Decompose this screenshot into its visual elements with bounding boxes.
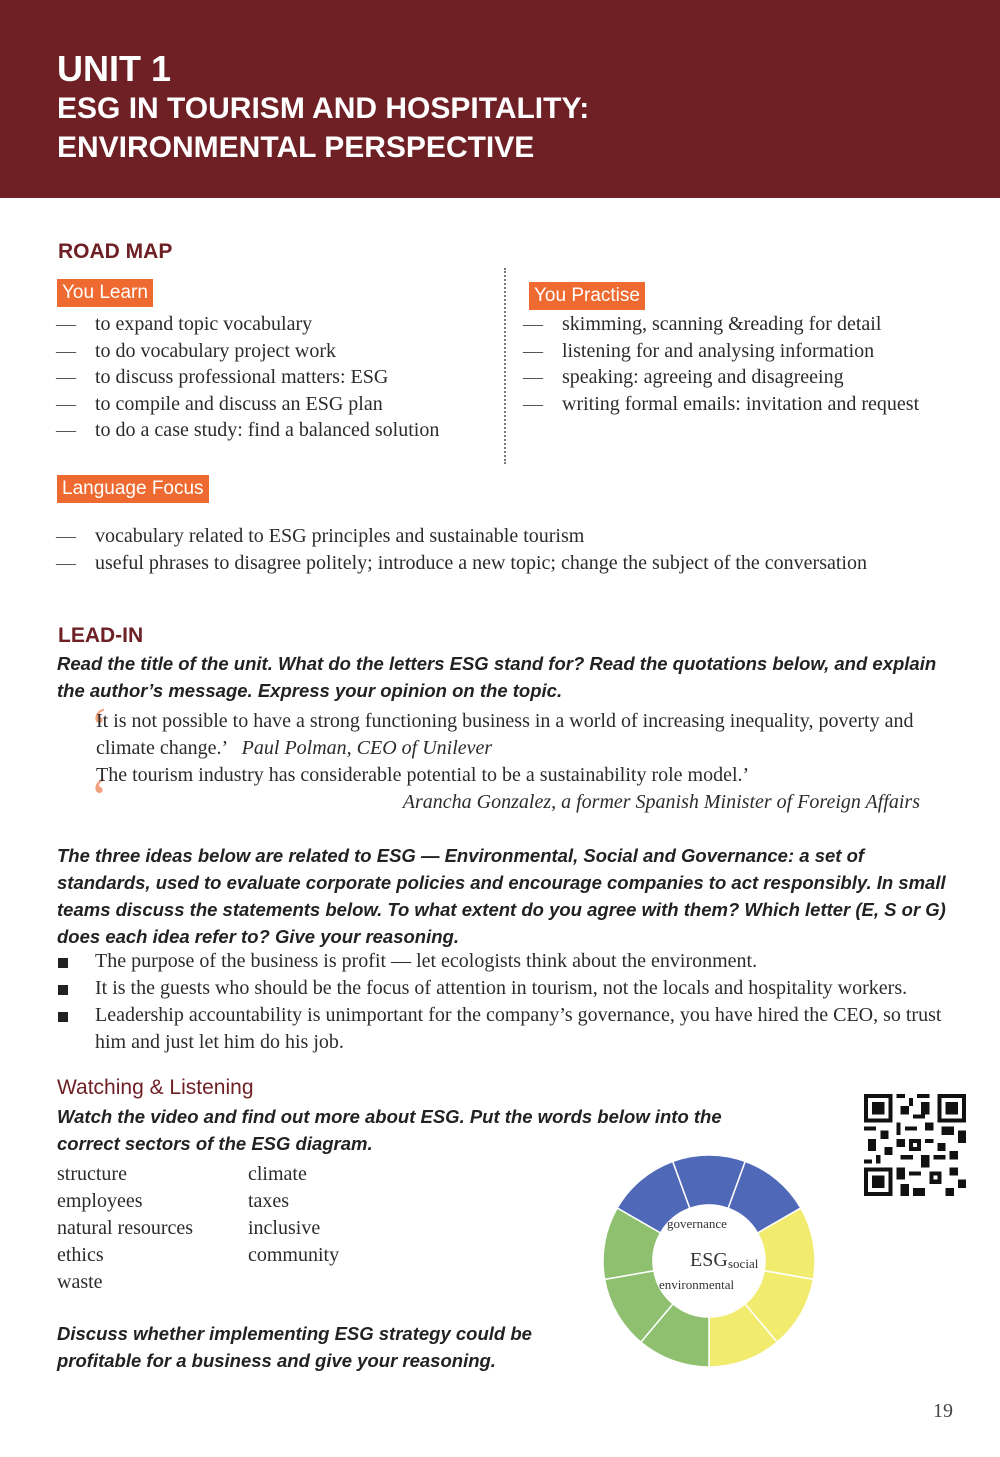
word-item: natural resources	[57, 1217, 194, 1239]
esg-instruction: The three ideas below are related to ESG — Environmental, Social and Governance: a set of standards, used to evaluate corporate policies and encourage companies to act responsibly. In small teams discuss the statements below. To what extent do you agree with them? Which letter (E, S or G) does each idea refer to? Give your reasoning.	[57, 845, 946, 947]
quote-text: It is not possible to have a strong functioning business in a world of increasing inequality, poverty and climate change.’	[96, 710, 914, 759]
you-learn-list	[56, 311, 506, 444]
word-item: structure	[57, 1163, 127, 1185]
list-item: It is the guests who should be the focus of attention in tourism, not the locals and hospitality workers.	[56, 975, 966, 1002]
lead-in-instruction: Read the title of the unit. What do the letters ESG stand for? Read the quotations below, and explain the author’s message. Express your opinion on the topic.	[57, 653, 937, 701]
list-item: — to expand topic vocabulary	[56, 311, 506, 338]
page-number: 19	[933, 1400, 953, 1422]
list-item: — writing formal emails: invitation and request	[523, 391, 943, 418]
list-item: — useful phrases to disagree politely; introduce a new topic; change the subject of the conversation	[56, 550, 976, 577]
unit-header	[0, 0, 1000, 198]
watching-instruction: Watch the video and find out more about ESG. Put the words below into the correct sectors of the ESG diagram.	[57, 1106, 722, 1154]
diagram-label-social: social	[728, 1256, 759, 1271]
list-item: — to do a case study: find a balanced solution	[56, 417, 506, 444]
qr-code-icon[interactable]	[864, 1094, 966, 1196]
unit-title-line2: ENVIRONMENTAL PERSPECTIVE	[57, 131, 535, 164]
list-item: The purpose of the business is profit — let ecologists think about the environment.	[56, 948, 966, 975]
quote-2	[96, 762, 926, 816]
word-item: inclusive	[248, 1217, 321, 1239]
lead-in-heading: LEAD-IN	[58, 624, 144, 647]
unit-title-line1: ESG IN TOURISM AND HOSPITALITY:	[57, 92, 590, 125]
quote-mark-icon: ‘	[90, 697, 109, 759]
language-focus-tag: Language Focus	[57, 475, 209, 503]
list-item: — to compile and discuss an ESG plan	[56, 391, 506, 418]
list-item: — listening for and analysing information	[523, 338, 943, 365]
list-item: — to discuss professional matters: ESG	[56, 364, 506, 391]
roadmap-heading: ROAD MAP	[58, 240, 173, 263]
word-item: community	[248, 1244, 340, 1266]
list-item: — skimming, scanning &reading for detail	[523, 311, 943, 338]
list-item: Leadership accountability is unimportant for the company’s governance, you have hired the CEO, so trust him and just let him do his job.	[56, 1002, 966, 1056]
diagram-label-governance: governance	[667, 1216, 727, 1231]
quote-author: Arancha Gonzalez, a former Spanish Minister of Foreign Affairs	[402, 791, 920, 813]
you-practise-list	[523, 311, 943, 417]
quote-text: The tourism industry has considerable potential to be a sustainability role model.’	[96, 764, 750, 786]
discuss-instruction: Discuss whether implementing ESG strategy could be profitable for a business and give your reasoning.	[57, 1323, 532, 1371]
word-item: employees	[57, 1190, 143, 1212]
column-divider	[504, 268, 506, 464]
diagram-center-label: ESG	[690, 1249, 728, 1271]
you-learn-tag: You Learn	[57, 279, 153, 307]
language-focus-list	[56, 523, 976, 576]
list-item: — speaking: agreeing and disagreeing	[523, 364, 943, 391]
quote-author: Paul Polman, CEO of Unilever	[241, 737, 493, 759]
word-item: climate	[248, 1163, 307, 1185]
list-item: — vocabulary related to ESG principles and sustainable tourism	[56, 523, 976, 550]
word-list-col1	[57, 1161, 193, 1296]
list-item: — to do vocabulary project work	[56, 338, 506, 365]
quote-mark-icon: ‘	[90, 767, 109, 829]
you-practise-tag: You Practise	[529, 282, 645, 310]
statements-list	[56, 948, 966, 1056]
watching-listening-heading: Watching & Listening	[57, 1076, 254, 1099]
word-item: waste	[57, 1271, 103, 1293]
quote-1	[96, 708, 926, 762]
esg-diagram	[600, 1152, 818, 1370]
word-item: taxes	[248, 1190, 290, 1212]
diagram-label-environmental: environmental	[659, 1277, 735, 1292]
word-list-col2	[248, 1161, 339, 1269]
unit-number: UNIT 1	[57, 48, 172, 89]
word-item: ethics	[57, 1244, 104, 1266]
